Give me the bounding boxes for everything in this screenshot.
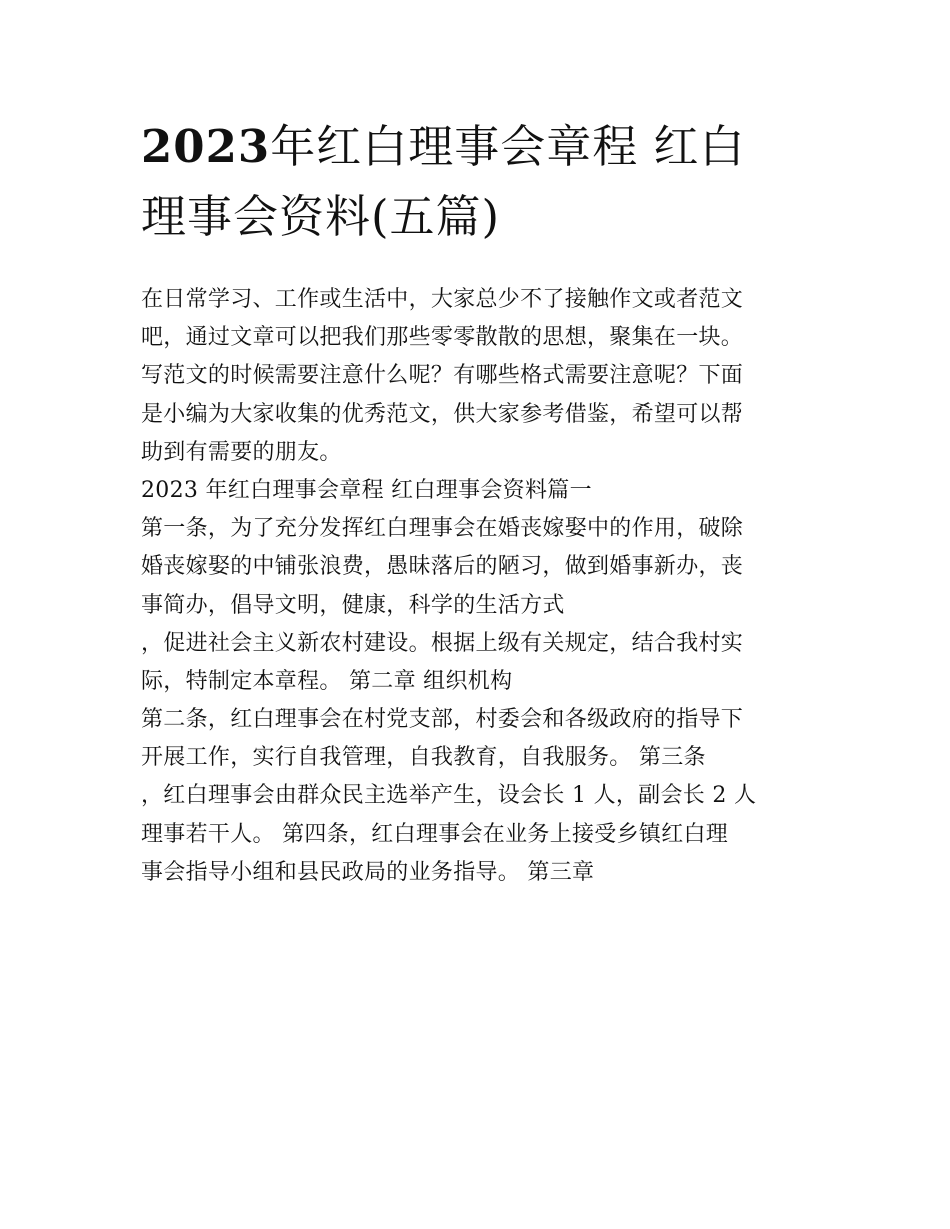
body-line: 事会指导小组和县民政局的业务指导。 第三章	[141, 859, 595, 885]
title-line-2	[141, 182, 831, 252]
section-heading: 2023 年红白理事会章程 红白理事会资料篇一	[141, 477, 592, 503]
body-line: ，促进社会主义新农村建设。根据上级有关规定，结合我村实	[141, 630, 744, 656]
body-line: 婚丧嫁娶的中铺张浪费，愚昧落后的陋习，做到婚事新办，丧	[141, 554, 744, 580]
body-line: 在日常学习、工作或生活中，大家总少不了接触作文或者范文	[141, 287, 744, 312]
title-text: 年红白理事会章程 红白	[270, 120, 746, 173]
body-line: 是小编为大家收集的优秀范文，供大家参考借鉴，希望可以帮	[141, 401, 744, 427]
title-line-1	[141, 112, 831, 182]
body-line: 理事若干人。 第四条，红白理事会在业务上接受乡镇红白理	[141, 821, 729, 847]
body-line: 吧，通过文章可以把我们那些零零散散的思想，聚集在一块。	[141, 325, 744, 351]
body-line: 事简办，倡导文明，健康，科学的生活方式	[141, 592, 565, 618]
body-line: 开展工作，实行自我管理，自我教育，自我服务。 第三条	[141, 745, 706, 771]
title-text: 理事会资料(五篇)	[141, 190, 501, 243]
body-line: 助到有需要的朋友。	[141, 439, 342, 465]
document-body	[141, 281, 831, 892]
body-line: 第一条，为了充分发挥红白理事会在婚丧嫁娶中的作用，破除	[141, 516, 744, 542]
document-title	[141, 112, 831, 252]
title-year: 2023	[141, 120, 271, 173]
body-line: ，红白理事会由群众民主选举产生，设会长 1 人，副会长 2 人	[141, 783, 757, 809]
body-line: 际，特制定本章程。 第二章 组织机构	[141, 668, 513, 694]
body-line: 写范文的时候需要注意什么呢？有哪些格式需要注意呢？下面	[141, 363, 744, 389]
body-line: 第二条，红白理事会在村党支部，村委会和各级政府的指导下	[141, 707, 744, 733]
